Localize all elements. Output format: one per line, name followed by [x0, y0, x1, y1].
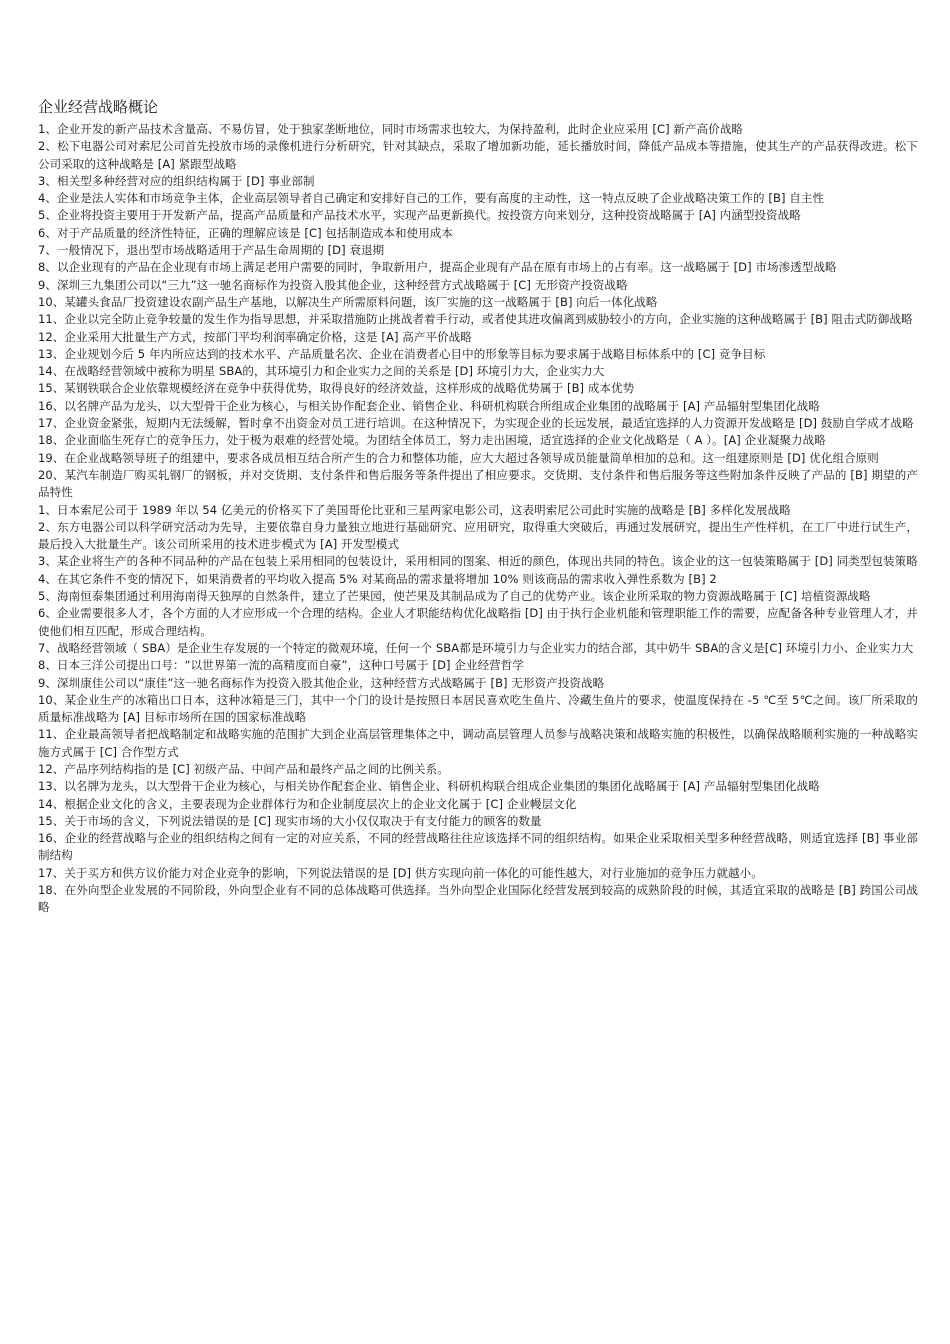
document-body — [38, 96, 918, 917]
question-item: 13、企业规划今后 5 年内所应达到的技术水平、产品质量名次、企业在消费者心目中的形象等目标为要求属于战略目标体系中的 [C] 竞争目标 — [38, 346, 766, 361]
question-item: 9、深圳康佳公司以“康佳”这一驰名商标作为投资入股其他企业，这种经营方式战略属于 [B] 无形资产投资战略 — [38, 675, 605, 690]
question-item: 1、日本索尼公司于 1989 年以 54 亿美元的价格买下了美国哥伦比亚和三星两家电影公司，这表明索尼公司此时实施的战略是 [B] 多样化发展战略 — [38, 502, 791, 517]
question-item: 20、某汽车制造厂购买轧钢厂的钢板，并对交货期、支付条件和售后服务等条件提出了相应要求。交货期、支付条件和售后服务等这些附加条件反映了产品的 [B] 期望的产品特性 — [38, 467, 918, 500]
question-item: 13、以名牌为龙头，以大型骨干企业为核心，与相关协作配套企业、销售企业、科研机构联合组成企业集团的集团化战略属于 [A] 产品辐射型集团化战略 — [38, 779, 820, 794]
question-item: 5、企业将投资主要用于开发新产品，提高产品质量和产品技术水平，实现产品更新换代。按投资方向来划分，这种投资战略属于 [A] 内涵型投资战略 — [38, 208, 801, 223]
question-item: 7、一般情况下，退出型市场战略适用于产品生命周期的 [D] 衰退期 — [38, 243, 385, 258]
question-item: 1、企业开发的新产品技术含量高、不易仿冒，处于独家垄断地位，同时市场需求也较大，为保持盈利，此时企业应采用 [C] 新产高价战略 — [38, 122, 744, 136]
question-item: 12、产品序列结构指的是 [C] 初级产品、中间产品和最终产品之间的比例关系。 — [38, 761, 449, 776]
question-item: 15、某钢铁联合企业依靠规模经济在竞争中获得优势，取得良好的经济效益，这样形成的战略优势属于 [B] 成本优势 — [38, 381, 635, 396]
question-item: 16、以名牌产品为龙头，以大型骨干企业为核心，与相关协作配套企业、销售企业、科研机构联合所组成企业集团的战略属于 [A] 产品辐射型集团化战略 — [38, 398, 820, 413]
question-item: 2、东方电器公司以科学研究活动为先导，主要依靠自身力量独立地进行基础研究、应用研究，取得重大突破后，再通过发展研究，提出生产性样机，在工厂中进行试生产，最后投入大批量生产。该公司所采用的技术进步模式为 [A] 开发型模式 — [38, 519, 918, 552]
question-item: 6、企业需要很多人才，各个方面的人才应形成一个合理的结构。企业人才职能结构优化战略指 [D] 由于执行企业机能和管理职能工作的需要，应配备各种专业管理人才，并使他们相互匹配，形成合理结构。 — [38, 606, 918, 638]
question-item: 19、在企业战略领导班子的组建中，要求各成员相互结合所产生的合力和整体功能，应大大超过各领导成员能量简单相加的总和。这一组建原则是 [D] 优化组合原则 — [38, 450, 879, 465]
question-item: 14、根据企业文化的含义，主要表现为企业群体行为和企业制度层次上的企业文化属于 [C] 企业幔层文化 — [38, 796, 577, 811]
document-title: 企业经营战略概论 — [38, 98, 159, 116]
question-item: 7、战略经营领域（ SBA）是企业生存发展的一个特定的微观环境，任何一个 SBA都是环境引力与企业实力的结合部，其中奶牛 SBA的含义是[C] 环境引力小、企业实力大 — [38, 640, 914, 655]
question-item: 16、企业的经营战略与企业的组织结构之间有一定的对应关系，不同的经营战略往往应该选择不同的组织结构。如果企业采取相关型多种经营战略，则适宜选择 [B] 事业部制结构 — [38, 831, 918, 863]
question-item: 4、在其它条件不变的情况下，如果消费者的平均收入提高 5% 对某商品的需求量将增加 10% 则该商品的需求收入弹性系数为 [B] 2 — [38, 571, 717, 586]
question-item: 3、某企业将生产的各种不同品种的产品在包装上采用相同的包装设计，采用相同的图案、相近的颜色，体现出共同的特色。该企业的这一包装策略属于 [D] 同类型包装策略 — [38, 554, 918, 569]
question-item: 11、企业最高领导者把战略制定和战略实施的范围扩大到企业高层管理集体之中，调动高层管理人员参与战略决策和战略实施的积极性，以确保战略顺利实施的一种战略实施方式属于 [C] 合作型方式 — [38, 727, 918, 759]
question-item: 11、企业以完全防止竞争较量的发生作为指导思想，并采取措施防止挑战者着手行动，或者使其进攻偏离到威胁较小的方向，企业实施的这种战略属于 [B] 阻击式防御战略 — [38, 312, 913, 327]
question-item: 10、某企业生产的冰箱出口日本，这种冰箱是三门，其中一个门的设计是按照日本居民喜欢吃生鱼片、冷藏生鱼片的要求，使温度保持在 -5 ℃至 5℃之间。该厂所采取的质量标准战略为 [A] 目标市场所在国的国家标准战略 — [38, 692, 918, 725]
question-item: 8、以企业现有的产品在企业现有市场上满足老用户需要的同时，争取新用户，提高企业现有产品在原有市场上的占有率。这一战略属于 [D] 市场渗透型战略 — [38, 260, 837, 275]
question-item: 15、关于市场的含义，下列说法错误的是 [C] 现实市场的大小仅仅取决于有支付能力的顾客的数量 — [38, 813, 542, 828]
question-item: 18、企业面临生死存亡的竞争压力，处于极为艰难的经营处境。为团结全体员工，努力走出困境，适宜选择的企业文化战略是（ A ）。[A] 企业凝聚力战略 — [38, 433, 826, 448]
question-item: 6、对于产品质量的经济性特征，正确的理解应该是 [C] 包括制造成本和使用成本 — [38, 225, 454, 240]
question-item: 14、在战略经营领域中被称为明星 SBA的，其环境引力和企业实力之间的关系是 [D] 环境引力大，企业实力大 — [38, 364, 605, 379]
question-item: 18、在外向型企业发展的不同阶段，外向型企业有不同的总体战略可供选择。当外向型企业国际化经营发展到较高的成熟阶段的时候，其适宜采取的战略是 [B] 跨国公司战略 — [38, 883, 918, 915]
question-item: 4、企业是法人实体和市场竞争主体，企业高层领导者自己确定和安排好自己的工作，要有高度的主动性，这一特点反映了企业战略决策工作的 [B] 自主性 — [38, 191, 825, 206]
question-item: 17、企业资金紧张，短期内无法缓解，暂时拿不出资金对员工进行培训。在这种情况下，为实现企业的长远发展，最适宜选择的人力资源开发战略是 [D] 鼓励自学成才战略 — [38, 416, 914, 431]
question-item: 17、关于买方和供方议价能力对企业竞争的影响，下列说法错误的是 [D] 供方实现向前一体化的可能性越大，对行业施加的竞争压力就越小。 — [38, 865, 763, 880]
question-item: 5、海南恒泰集团通过利用海南得天独厚的自然条件，建立了芒果园，使芒果及其制品成为了自己的优势产业。该企业所采取的物力资源战略属于 [C] 培植资源战略 — [38, 589, 871, 604]
question-item: 8、日本三洋公司提出口号：“以世界第一流的高精度而自豪”，这种口号属于 [D] 企业经营哲学 — [38, 658, 524, 673]
question-item: 10、某罐头食品厂投资建设农副产品生产基地，以解决生产所需原料问题，该厂实施的这一战略属于 [B] 向后一体化战略 — [38, 294, 658, 309]
question-item: 2、松下电器公司对索尼公司首先投放市场的录像机进行分析研究，针对其缺点，采取了增加新功能，延长播放时间，降低产品成本等措施，使其生产的产品获得改进。松下公司采取的这种战略是 [A] 紧跟型战略 — [38, 139, 918, 171]
question-list — [38, 121, 918, 917]
question-item: 3、相关型多种经营对应的组织结构属于 [D] 事业部制 — [38, 173, 315, 188]
question-item: 12、企业采用大批量生产方式，按部门平均利润率确定价格，这是 [A] 高产平价战略 — [38, 329, 472, 344]
question-item: 9、深圳三九集团公司以“三九”这一驰名商标作为投资入股其他企业，这种经营方式战略属于 [C] 无形资产投资战略 — [38, 277, 628, 292]
